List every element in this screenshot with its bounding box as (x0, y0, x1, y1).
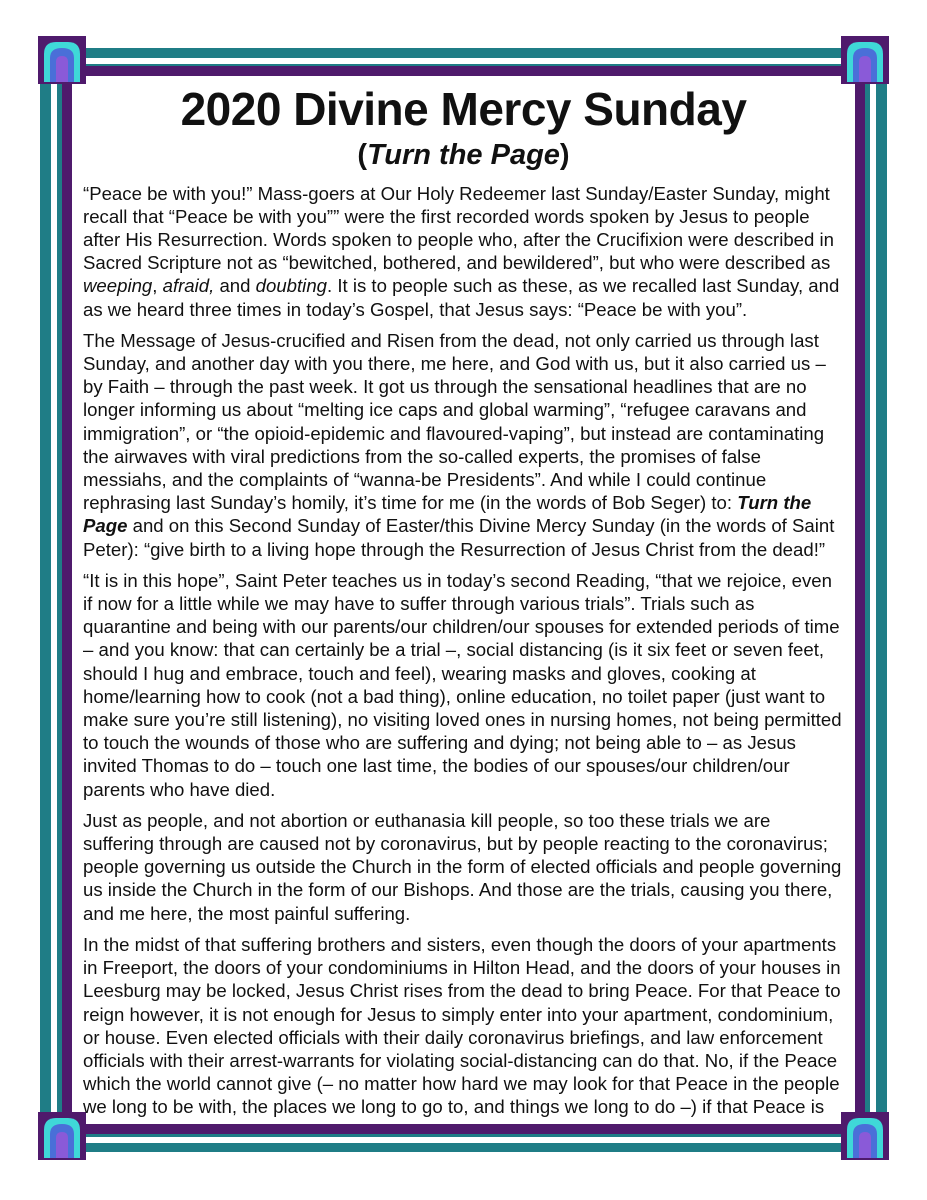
paragraph-4: Just as people, and not abortion or euthanasia kill people, so too these trials we are suffering through are caused not by coronavirus, but by people reacting to the coronavirus; people governing us outside the Church in the form of elected officials and people governing us inside the Church in the form of our Bishops. And those are the trials, causing you there, and me here, the most painful suffering. (83, 809, 842, 924)
paragraph-1-text-a: “Peace be with you!” Mass-goers at Our Holy Redeemer last Sunday/Easter Sunday, might recall that “Peace be with you”” were the first recorded words spoken by Jesus to people after His Resurrection. Words spoken to people who, after the Crucifixion were described in Sacred Scripture not as “bewitched, bothered, and bewildered”, but who were described as (83, 182, 834, 274)
bulletin-content (83, 84, 844, 1127)
corner-arch-top-right (841, 36, 889, 84)
page-subtitle (83, 139, 844, 172)
corner-arch-bottom-right (841, 1112, 889, 1160)
subtitle-open: ( (357, 138, 368, 171)
subtitle-text: Turn the Page (367, 138, 560, 171)
paragraph-1 (83, 182, 844, 321)
paragraph-5: In the midst of that suffering brothers and sisters, even though the doors of your apartments in Freeport, the doors of your condominiums in Hilton Head, and the doors of your houses in Leesburg may be locked, Jesus Christ rises from the dead to bring Peace. For that Peace to reign however, it is not enough for Jesus to simply enter into your apartment, condominium, or house. Even elected officials with their daily coronavirus briefings, and law enforcement officials with their arrest-warrants for violating social-distancing can do that. No, if the Peace which the world cannot give (– no matter how hard we may look for that Peace in the people we long to be with, the places we long to go to, and things we long to do –) if that Peace is (83, 933, 841, 1118)
subtitle-close: ) (559, 138, 570, 171)
emphasis-doubting: doubting (255, 275, 327, 297)
corner-arch-bottom-left (38, 1112, 86, 1160)
paragraph-1-text-c: and (214, 275, 256, 297)
paragraph-1-text-d: . It is to people such as these, as we recalled last Sunday, and as we heard three times in today’s Gospel, that Jesus says: “Peace be with you”. (83, 275, 840, 320)
page-title: 2020 Divine Mercy Sunday (180, 83, 747, 135)
emphasis-afraid: afraid, (162, 275, 215, 297)
emphasis-weeping: weeping (83, 275, 153, 297)
paragraph-2 (83, 329, 844, 561)
corner-arch-top-left (38, 36, 86, 84)
paragraph-2-text-b: and on this Second Sunday of Easter/this Divine Mercy Sunday (in the words of Saint Peter): “give birth to a living hope through the Resurrection of Jesus Christ from the dead!” (83, 515, 835, 560)
paragraph-3: “It is in this hope”, Saint Peter teaches us in today’s second Reading, “that we rejoice, even if now for a little while we may have to suffer through various trials”. Trials such as quarantine and being with our parents/our children/our spouses for extended periods of time – and you know: that can certainly be a trial –, social distancing (is it six feet or seven feet, should I hug and embrace, touch and feel), wearing masks and gloves, cooking at home/learning how to cook (not a bad thing), online education, no toilet paper (just want to make sure you’re still listening), no visiting loved ones in nursing homes, not being permitted to touch the wounds of those who are suffering and dying; not being able to – as Jesus invited Thomas to do – touch one last time, the bodies of our spouses/our children/our parents who have died. (83, 569, 842, 800)
paragraph-2-text-a: The Message of Jesus-crucified and Risen from the dead, not only carried us through last Sunday, and another day with you there, me here, and God with us, but it also carried us – by Faith – through the past week. It got us through the sensational headlines that are no longer informing us about “melting ice caps and global warming”, “refugee caravans and immigration”, or “the opioid-epidemic and flavoured-vaping”, but instead are contaminating the airwaves with viral predictions from the so-called experts, the promises of false messiahs, and the complaints of “wanna-be Presidents”. And while I could continue rephrasing last Sunday’s homily, it’s time for me (in the words of Bob Seger) to: (83, 329, 826, 514)
emphasis-turn-the-page: Turn the Page (83, 492, 812, 537)
paragraph-1-text-b: , (152, 275, 163, 297)
